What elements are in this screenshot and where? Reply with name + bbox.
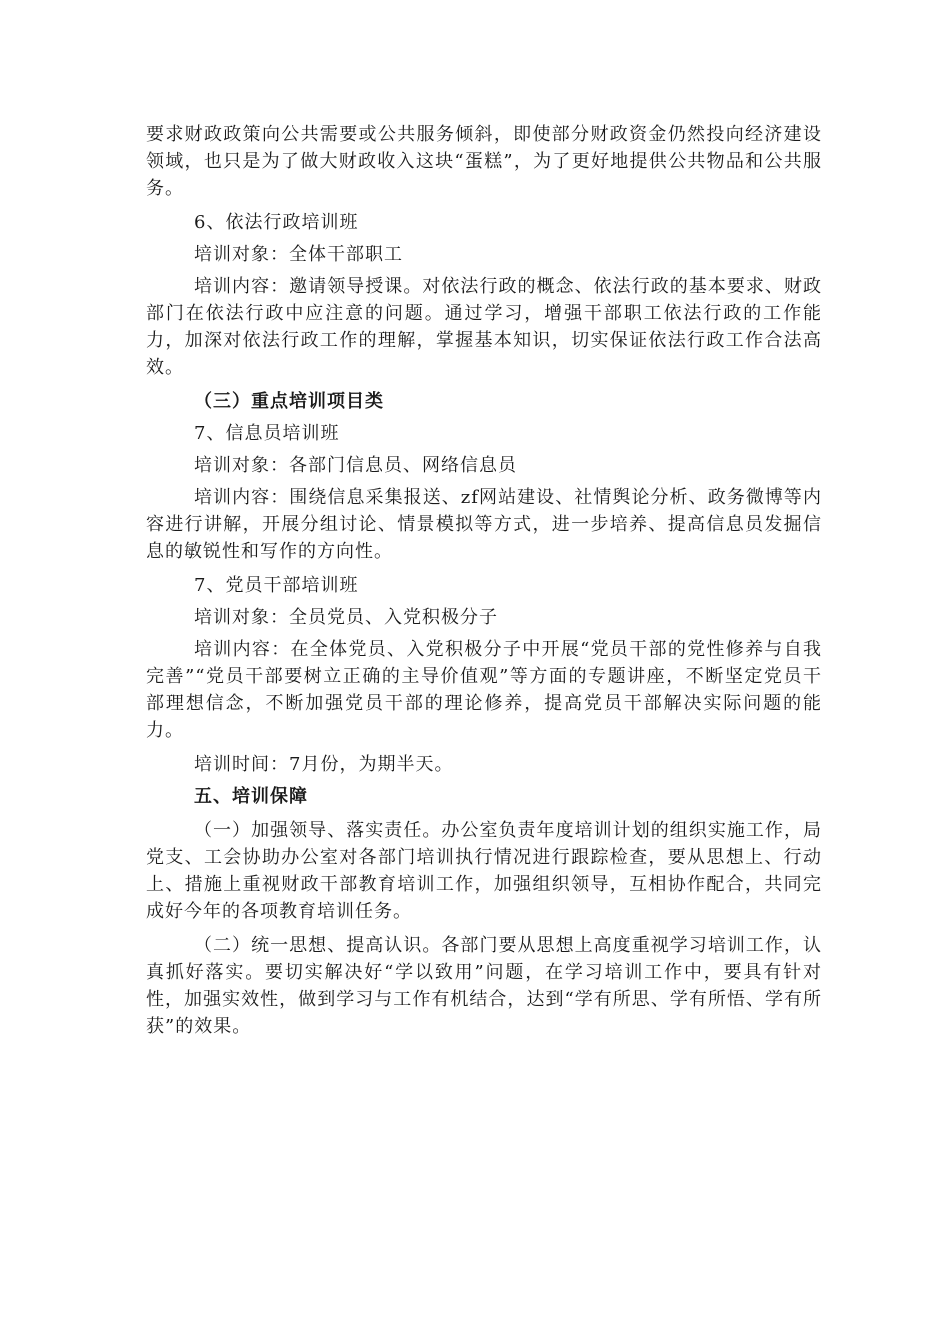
info-training-content: 培训内容：围绕信息采集报送、zf网站建设、社情舆论分析、政务微博等内容进行讲解，开展分组讨论、情景模拟等方式，进一步培养、提高信息员发掘信息的敏锐性和写作的方向性。: [146, 487, 822, 562]
paragraph-fiscal-policy: 要求财政政策向公共需要或公共服务倾斜，即使部分财政资金仍然投向经济建设领域，也只是为了做大财政收入这块“蛋糕”，为了更好地提供公共物品和公共服务。: [146, 124, 822, 199]
document-body: [146, 121, 822, 1047]
section-key-projects: （三）重点培训项目类: [194, 391, 384, 412]
party-training-time: 培训时间：7月份，为期半天。: [194, 754, 454, 775]
section-training-guarantee: 五、培训保障: [194, 786, 308, 807]
party-training-target: 培训对象：全员党员、入党积极分子: [194, 607, 498, 628]
heading-info-officer-training: 7、信息员培训班: [194, 423, 340, 444]
guarantee-leadership: （一）加强领导、落实责任。办公室负责年度培训计划的组织实施工作，局党支、工会协助办公室对各部门培训执行情况进行跟踪检查，要从思想上、行动上、措施上重视财政干部教育培训工作，加强组织领导，互相协作配合，共同完成好今年的各项教育培训任务。: [146, 820, 822, 922]
heading-party-member-training: 7、党员干部培训班: [194, 575, 359, 596]
heading-law-training: 6、依法行政培训班: [194, 212, 359, 233]
info-training-target: 培训对象：各部门信息员、网络信息员: [194, 455, 517, 476]
law-training-content: 培训内容：邀请领导授课。对依法行政的概念、依法行政的基本要求、财政部门在依法行政中应注意的问题。通过学习，增强干部职工依法行政的工作能力，加深对依法行政工作的理解，掌握基本知识，切实保证依法行政工作合法高效。: [146, 276, 822, 378]
party-training-content: 培训内容：在全体党员、入党积极分子中开展“党员干部的党性修养与自我完善”“党员干部要树立正确的主导价值观”等方面的专题讲座，不断坚定党员干部理想信念，不断加强党员干部的理论修养，提高党员干部解决实际问题的能力。: [146, 639, 822, 741]
law-training-target: 培训对象：全体干部职工: [194, 244, 403, 265]
guarantee-awareness: （二）统一思想、提高认识。各部门要从思想上高度重视学习培训工作，认真抓好落实。要切实解决好“学以致用”问题，在学习培训工作中，要具有针对性，加强实效性，做到学习与工作有机结合，达到“学有所思、学有所悟、学有所获”的效果。: [146, 935, 822, 1037]
